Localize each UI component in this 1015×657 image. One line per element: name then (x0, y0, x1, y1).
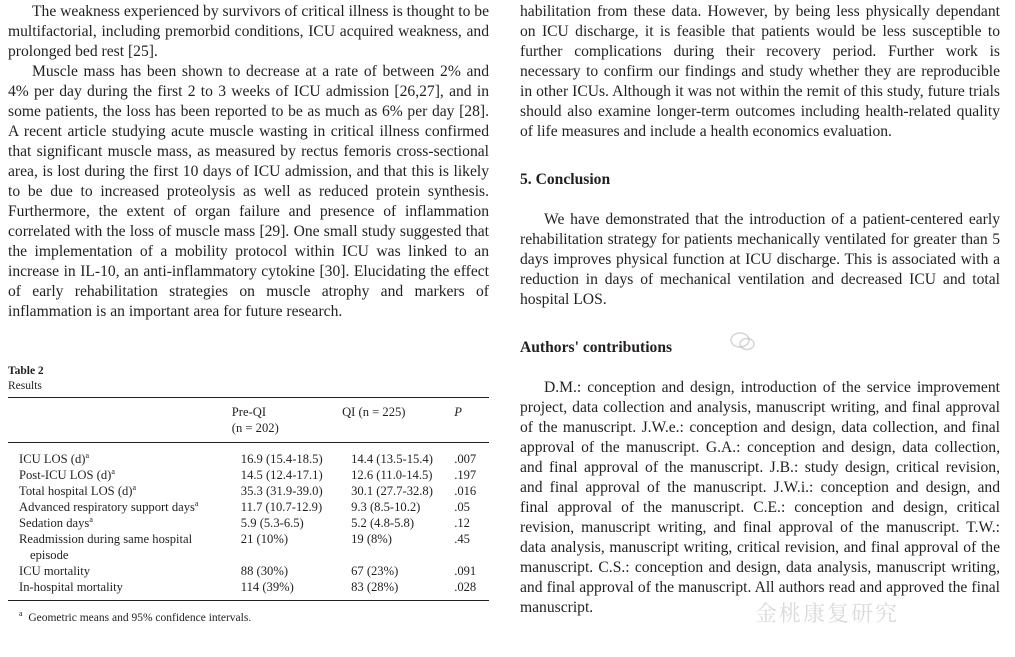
table-row (8, 443, 489, 468)
header-measure (8, 398, 232, 443)
row-label (8, 563, 232, 579)
heading-authors-contributions: Authors' contributions (520, 339, 673, 356)
table-row (8, 499, 489, 515)
cell-p-value: .091 (454, 564, 477, 578)
footnote-text: Geometric means and 95% confidence intervals. (28, 612, 252, 624)
row-footnote-mark: a (132, 482, 137, 492)
row-label-text: In-hospital mortality (19, 580, 123, 594)
cell-qi: 9.3 (8.5-10.2) (351, 500, 421, 514)
row-label-text: Sedation days (19, 516, 90, 530)
cell-p-value: .45 (454, 532, 470, 546)
cell-pre-qi: 5.9 (5.3-6.5) (240, 516, 304, 530)
right-column (520, 0, 1000, 618)
cell-p-value: .197 (454, 468, 477, 482)
results-table (8, 397, 489, 601)
footnote-mark: a (19, 609, 23, 619)
row-label (8, 483, 232, 499)
cell-p-value: .028 (454, 579, 489, 601)
cell-qi: 14.4 (13.5-15.4) (351, 452, 433, 466)
paragraph-muscle-mass: Muscle mass has been shown to decrease at a rate of between 2% and 4% per day during the first 2 to 3 weeks of ICU admission [26,27], and in some patients, the loss has been reported to be as much as 6% per day [28]. A recent article studying acute muscle wasting in critical illness confirmed that significant muscle mass, as measured by rectus femoris cross-sectional area, is lost during the first 10 days of ICU admission, and that this is likely to be due to increased proteolysis as well as reduced protein synthesis. Furthermore, the extent of organ failure and presence of inflammation correlated with the loss of muscle mass [29]. One small study suggested that the implementation of a mobility protocol within ICU was linked to an increase in IL-10, an anti-inflammatory cytokine [30]. Elucidating the effect of early rehabilitation strategies on muscle atrophy and markers of inflammation is an important area for future research. (8, 63, 489, 320)
table-row (8, 467, 489, 483)
cell-qi: 19 (8%) (351, 532, 392, 546)
row-label-text: Total hospital LOS (d) (19, 484, 133, 498)
cell-qi: 12.6 (11.0-14.5) (351, 468, 433, 482)
cell-qi: 30.1 (27.7-32.8) (351, 484, 433, 498)
row-label-text: ICU mortality (19, 564, 91, 578)
paragraph-conclusion: We have demonstrated that the introduction of a patient-centered early rehabilitation strategy for patients mechanically ventilated for greater than 5 days improves physical function at ICU discharge. This is associated with a reduction in days of mechanical ventilation and decreased ICU and total hospital LOS. (520, 211, 1000, 308)
cell-pre-qi: 16.9 (15.4-18.5) (240, 452, 323, 466)
watermark-text: 金桃康复研究 (755, 602, 900, 627)
header-qi: QI (n = 225) (342, 398, 454, 443)
paragraph-continuation: habilitation from these data. However, by being less physically dependant on ICU discharge, it is feasible that patients would be less susceptible to further complications during their recovery period. Further work is necessary to confirm our findings and study whether they are reproducible in other ICUs. Although it was not within the remit of this study, future trials should also examine longer-term outcomes including health-related quality of life measures and include a health economics evaluation. (520, 3, 1000, 140)
cell-qi: 83 (28%) (342, 579, 454, 601)
cell-p-value: .016 (454, 484, 477, 498)
table-row (8, 579, 489, 601)
row-footnote-mark: a (85, 450, 90, 460)
cell-pre-qi: 35.3 (31.9-39.0) (240, 484, 323, 498)
table-row (8, 483, 489, 499)
row-label-text: Advanced respiratory support days (19, 500, 195, 514)
row-label-text: ICU LOS (d) (19, 452, 86, 466)
row-label-text: Post-ICU LOS (d) (19, 468, 112, 482)
heading-conclusion: 5. Conclusion (520, 171, 611, 188)
row-label (8, 499, 232, 515)
row-label (8, 579, 232, 601)
table-body (8, 443, 489, 601)
row-footnote-mark: a (111, 466, 115, 476)
table-footnote (19, 611, 489, 626)
cell-p-value: .12 (454, 516, 470, 530)
cell-qi: 67 (23%) (351, 564, 399, 578)
row-label (8, 515, 232, 531)
header-p: P (454, 398, 489, 443)
cell-pre-qi: 11.7 (10.7-12.9) (240, 500, 323, 514)
cell-pre-qi: 114 (39%) (232, 579, 342, 601)
table-header-row (8, 398, 489, 443)
row-label (8, 531, 232, 563)
row-footnote-mark: a (89, 514, 93, 524)
table-2 (8, 364, 489, 626)
paragraph-authors-contributions: D.M.: conception and design, introduction of the service improvement project, data collection and analysis, manuscript writing, and final approval of the manuscript. J.W.e.: conception and design, data collection, and final approval of the manuscript. G.A.: conception and design, data collection, and final approval of the manuscript. J.B.: study design, critical revision, and final approval of the manuscript. J.W.i.: conception and design, and final approval of the manuscript. C.E.: conception and design, critical revision, manuscript writing, and final approval of the manuscript. T.W.: data analysis, manuscript writing, critical revision, and final approval of the manuscript. C.S.: conception and design, data analysis, manuscript writing, and final approval of the manuscript. All authors read and approved the final manuscript. (520, 379, 1000, 616)
row-footnote-mark: a (194, 498, 199, 508)
left-column (8, 0, 489, 626)
paragraph-weakness: The weakness experienced by survivors of critical illness is thought to be multifactorial, including premorbid conditions, ICU acquired weakness, and prolonged bed rest [25]. (8, 3, 489, 60)
table-title: Table 2 (8, 365, 44, 377)
row-label-text: Readmission during same hospital episode (19, 532, 193, 562)
header-pre-qi: Pre-QI (n = 202) (232, 398, 342, 443)
cell-p-value: .05 (454, 500, 470, 514)
cell-pre-qi: 21 (10%) (240, 532, 289, 546)
cell-p-value: .007 (454, 452, 477, 466)
cell-pre-qi: 14.5 (12.4-17.1) (240, 468, 323, 482)
table-row (8, 531, 489, 563)
cell-pre-qi: 88 (30%) (240, 564, 289, 578)
table-row (8, 515, 489, 531)
table-subtitle: Results (8, 380, 42, 392)
table-row (8, 563, 489, 579)
cell-qi: 5.2 (4.8-5.8) (351, 516, 415, 530)
row-label (8, 467, 232, 483)
row-label (8, 443, 232, 468)
